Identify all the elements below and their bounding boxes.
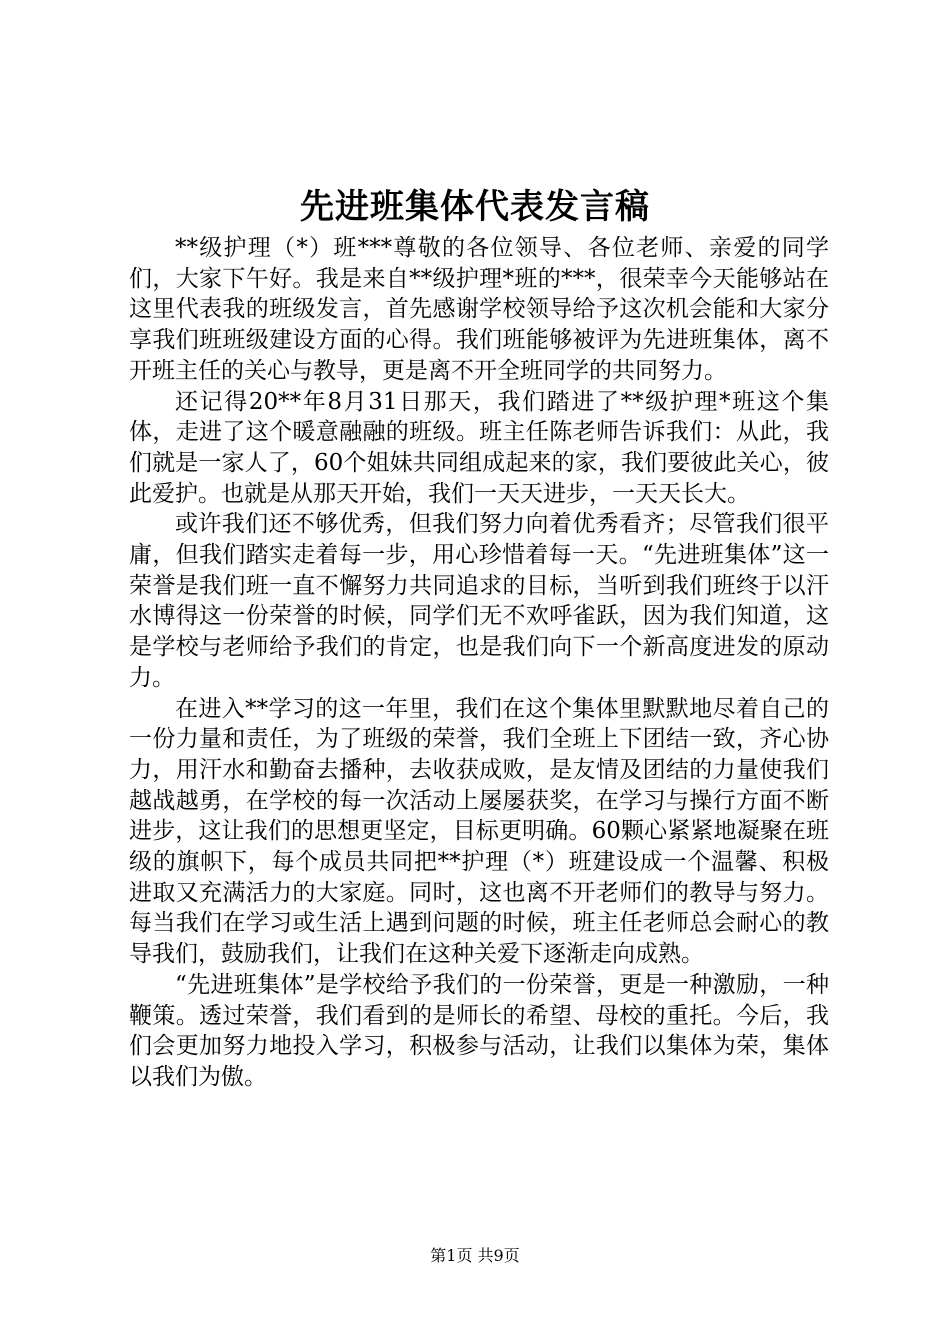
page-title: 先进班集体代表发言稿 — [300, 187, 650, 227]
paragraph-4: 在进入**学习的这一年里，我们在这个集体里默默地尽着自己的一份力量和责任，为了班级的荣誉，我们全班上下团结一致，齐心协力，用汗水和勤奋去播种，去收获成败，是友情及团结的力量使我们越战越勇，在学校的每一次活动上屡屡获奖，在学习与操行方面不断进步，这让我们的思想更坚定，目标更明确。60颗心紧紧地凝聚在班级的旗帜下，每个成员共同把**护理（*）班建设成一个温馨、积极进取又充满活力的大家庭。同时，这也离不开老师们的教导与努力。每当我们在学习或生活上遇到问题的时候，班主任老师总会耐心的教导我们，鼓励我们，让我们在这种关爱下逐渐走向成熟。 — [129, 695, 829, 968]
paragraph-2: 还记得20**年8月31日那天，我们踏进了**级护理*班这个集体，走进了这个暖意融融的班级。班主任陈老师告诉我们：从此，我们就是一家人了，60个姐妹共同组成起来的家，我们要彼此关心，彼此爱护。也就是从那天开始，我们一天天进步，一天天长大。 — [129, 388, 829, 507]
paragraph-5: “先进班集体”是学校给予我们的一份荣誉，更是一种激励，一种鞭策。透过荣誉，我们看到的是师长的希望、母校的重托。今后，我们会更加努力地投入学习，积极参与活动，让我们以集体为荣，集体以我们为傲。 — [129, 971, 829, 1090]
page-number-footer: 第1页 共9页 — [430, 1246, 520, 1265]
document-body — [129, 233, 829, 1093]
paragraph-3: 或许我们还不够优秀，但我们努力向着优秀看齐；尽管我们很平庸，但我们踏实走着每一步，用心珍惜着每一天。“先进班集体”这一荣誉是我们班一直不懈努力共同追求的目标，当听到我们班终于以汗水博得这一份荣誉的时候，同学们无不欢呼雀跃，因为我们知道，这是学校与老师给予我们的肯定，也是我们向下一个新高度进发的原动力。 — [129, 511, 829, 691]
paragraph-1: **级护理（*）班***尊敬的各位领导、各位老师、亲爱的同学们，大家下午好。我是来自**级护理*班的***，很荣幸今天能够站在这里代表我的班级发言，首先感谢学校领导给予这次机会能和大家分享我们班班级建设方面的心得。我们班能够被评为先进班集体，离不开班主任的关心与教导，更是离不开全班同学的共同努力。 — [129, 235, 829, 384]
